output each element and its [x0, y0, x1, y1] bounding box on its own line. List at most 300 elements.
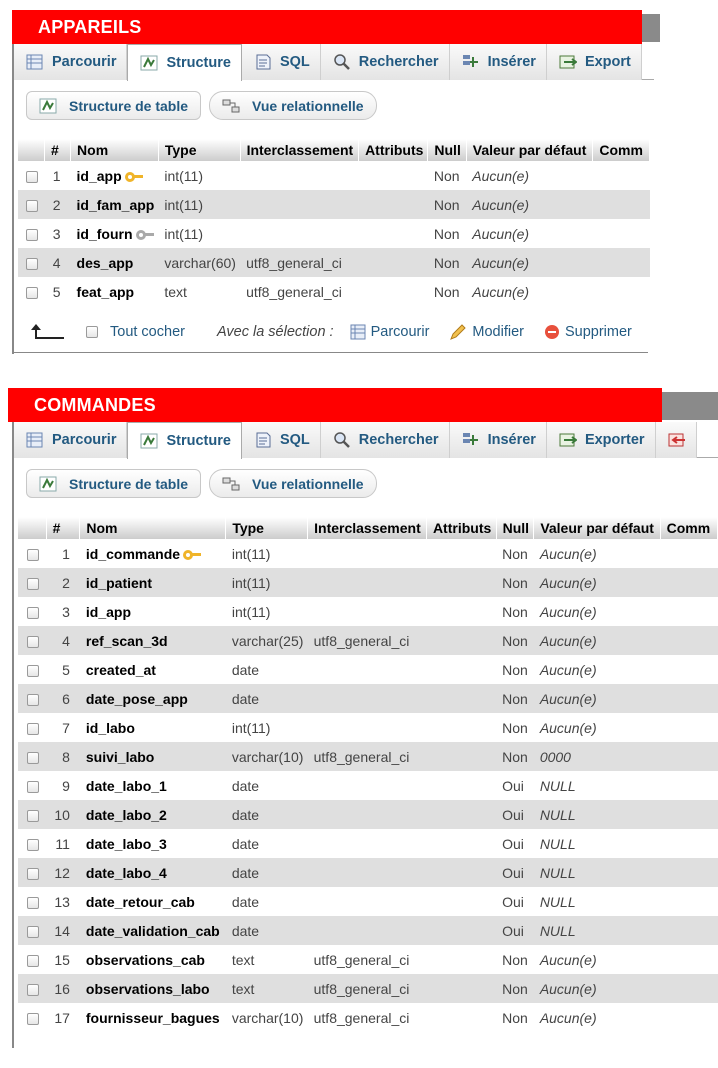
column-header: #: [44, 139, 70, 161]
column-attributes: [359, 277, 428, 306]
column-attributes: [426, 800, 496, 829]
column-type: text: [226, 974, 308, 1003]
insert-icon: [462, 432, 480, 448]
table-row[interactable]: [18, 190, 650, 219]
column-attributes: [359, 219, 428, 248]
column-name-cell: [80, 858, 226, 887]
table-row[interactable]: [18, 800, 718, 829]
column-collation: [240, 161, 358, 190]
column-comment: [660, 945, 717, 974]
column-name: date_labo_4: [85, 864, 167, 881]
table-row[interactable]: [18, 858, 718, 887]
column-name-cell: [80, 916, 226, 945]
row-checkbox[interactable]: [27, 578, 39, 590]
column-type: int(11): [158, 219, 240, 248]
row-checkbox[interactable]: [27, 955, 39, 967]
row-number: 3: [46, 597, 80, 626]
structure-de-table-button[interactable]: [26, 91, 201, 120]
column-comment: [660, 916, 717, 945]
column-default: Aucun(e): [534, 539, 660, 568]
structure-icon: [39, 98, 57, 114]
table-row[interactable]: [18, 277, 650, 306]
table-title-commandes: COMMANDES: [8, 388, 662, 422]
sub-tab-bar: [26, 469, 377, 498]
column-null: Non: [496, 655, 534, 684]
column-collation: [308, 829, 427, 858]
column-collation: [308, 655, 427, 684]
tab-more[interactable]: [656, 422, 697, 458]
column-default: Aucun(e): [466, 190, 593, 219]
panel-bottom-divider: [14, 352, 648, 353]
column-attributes: [359, 248, 428, 277]
sub-tab-bar: [26, 91, 377, 120]
row-number: 2: [46, 568, 80, 597]
column-type: int(11): [158, 161, 240, 190]
row-number: 10: [46, 800, 80, 829]
row-number: 6: [46, 684, 80, 713]
tab-label: SQL: [279, 432, 310, 448]
row-checkbox-cell[interactable]: [18, 713, 46, 742]
row-number: 2: [44, 190, 70, 219]
column-name: date_labo_2: [85, 806, 167, 823]
column-null: Oui: [496, 858, 534, 887]
row-checkbox[interactable]: [27, 549, 39, 561]
table-row[interactable]: [18, 887, 718, 916]
column-comment: [593, 161, 650, 190]
column-comment: [593, 219, 650, 248]
tab-rechercher[interactable]: [321, 44, 450, 80]
column-name-cell: [71, 161, 159, 190]
row-number: 5: [46, 655, 80, 684]
column-default: NULL: [534, 829, 660, 858]
sql-icon: [254, 54, 272, 70]
row-checkbox-cell[interactable]: [18, 887, 46, 916]
column-collation: [308, 539, 427, 568]
edit-selected-button[interactable]: [449, 324, 524, 340]
appareils-panel: [0, 0, 660, 360]
row-number: 17: [46, 1003, 80, 1032]
column-name-cell: [80, 800, 226, 829]
row-checkbox-cell[interactable]: [18, 190, 44, 219]
subtab-label: Vue relationnelle: [252, 97, 364, 114]
row-checkbox[interactable]: [27, 839, 39, 851]
arrow-up-icon: [30, 324, 64, 340]
column-header[interactable]: Type: [226, 517, 308, 539]
row-checkbox[interactable]: [26, 287, 38, 299]
row-checkbox[interactable]: [26, 258, 38, 270]
column-header[interactable]: Type: [158, 139, 240, 161]
column-default: Aucun(e): [466, 219, 593, 248]
search-icon: [333, 54, 351, 70]
column-null: Non: [496, 945, 534, 974]
row-checkbox-cell[interactable]: [18, 684, 46, 713]
column-null: Non: [496, 597, 534, 626]
tab-label: SQL: [279, 54, 310, 70]
export-icon: [559, 54, 577, 70]
tab-label: Structure: [166, 55, 231, 71]
column-name: id_fam_app: [76, 196, 155, 213]
tab-label: Rechercher: [358, 54, 439, 70]
column-collation: utf8_general_ci: [240, 277, 358, 306]
column-default: Aucun(e): [534, 974, 660, 1003]
column-name-cell: [80, 597, 226, 626]
insert-icon: [462, 54, 480, 70]
column-collation: utf8_general_ci: [240, 248, 358, 277]
tab-structure[interactable]: [127, 44, 241, 81]
column-default: Aucun(e): [534, 655, 660, 684]
table-row[interactable]: [18, 248, 650, 277]
column-header[interactable]: Comm: [660, 517, 717, 539]
column-header: #: [46, 517, 80, 539]
tab-label: Parcourir: [52, 54, 117, 70]
row-number: 8: [46, 742, 80, 771]
column-null: Oui: [496, 800, 534, 829]
column-collation: [308, 916, 427, 945]
column-comment: [660, 713, 717, 742]
browse-label: Parcourir: [370, 324, 430, 340]
column-name-cell: [80, 887, 226, 916]
column-name: id_fourn: [76, 225, 133, 242]
column-comment: [660, 539, 717, 568]
tab-sql[interactable]: [242, 44, 321, 80]
tab-label: Insérer: [487, 432, 536, 448]
browse-selected-button[interactable]: [350, 324, 430, 340]
row-number: 3: [44, 219, 70, 248]
column-type: int(11): [226, 713, 308, 742]
row-number: 14: [46, 916, 80, 945]
column-name-cell: [71, 248, 159, 277]
table-row[interactable]: [18, 829, 718, 858]
row-checkbox[interactable]: [27, 984, 39, 996]
table-row[interactable]: [18, 539, 718, 568]
column-comment: [593, 248, 650, 277]
row-checkbox-cell[interactable]: [18, 829, 46, 858]
column-header[interactable]: Interclassement: [308, 517, 427, 539]
column-attributes: [426, 945, 496, 974]
delete-label: Supprimer: [564, 324, 632, 340]
column-header[interactable]: Attributs: [359, 139, 428, 161]
browse-icon: [26, 54, 44, 70]
row-checkbox[interactable]: [26, 200, 38, 212]
row-checkbox-cell[interactable]: [18, 539, 46, 568]
column-name: suivi_labo: [85, 748, 155, 765]
table-row[interactable]: [18, 161, 650, 190]
row-checkbox[interactable]: [26, 171, 38, 183]
tab-exporter[interactable]: [547, 422, 656, 458]
column-null: Non: [428, 161, 466, 190]
tab-parcourir[interactable]: [14, 422, 127, 458]
table-row[interactable]: [18, 742, 718, 771]
row-number: 7: [46, 713, 80, 742]
column-attributes: [426, 916, 496, 945]
column-name-cell: [80, 626, 226, 655]
column-default: Aucun(e): [534, 1003, 660, 1032]
column-header[interactable]: Valeur par défaut: [466, 139, 593, 161]
tab-export[interactable]: [547, 44, 642, 80]
row-checkbox[interactable]: [27, 897, 39, 909]
tab-sql[interactable]: [242, 422, 321, 458]
tab-bar: [14, 44, 654, 80]
table-row[interactable]: [18, 597, 718, 626]
row-checkbox-cell[interactable]: [18, 1003, 46, 1032]
column-comment: [660, 829, 717, 858]
row-checkbox[interactable]: [27, 607, 39, 619]
structure-table: [18, 139, 650, 306]
column-null: Oui: [496, 887, 534, 916]
column-default: Aucun(e): [534, 597, 660, 626]
row-checkbox[interactable]: [26, 229, 38, 241]
column-null: Non: [428, 219, 466, 248]
column-type: int(11): [226, 597, 308, 626]
structure-table: [18, 517, 718, 1032]
bulk-actions-bar: [30, 318, 652, 346]
column-name-cell: [80, 713, 226, 742]
table-row[interactable]: [18, 655, 718, 684]
panel-border-left: [12, 422, 14, 1048]
column-name: date_pose_app: [85, 690, 188, 707]
structure-de-table-button[interactable]: [26, 469, 201, 498]
column-null: Non: [496, 713, 534, 742]
row-number: 4: [44, 248, 70, 277]
column-name: date_labo_3: [85, 835, 167, 852]
tab-label: Parcourir: [52, 432, 117, 448]
browse-icon: [350, 324, 366, 340]
edit-label: Modifier: [472, 324, 524, 340]
column-name: observations_labo: [85, 980, 210, 997]
column-default: Aucun(e): [534, 626, 660, 655]
table-row[interactable]: [18, 916, 718, 945]
delete-selected-button[interactable]: [544, 324, 632, 340]
vue-relationnelle-button[interactable]: [209, 91, 377, 120]
column-name: id_labo: [85, 719, 135, 736]
column-name: id_patient: [85, 574, 153, 591]
column-type: varchar(60): [158, 248, 240, 277]
tab-label: Structure: [166, 433, 231, 449]
table-row[interactable]: [18, 771, 718, 800]
column-null: Non: [496, 684, 534, 713]
check-all-link[interactable]: Tout cocher: [110, 324, 185, 340]
column-collation: [308, 771, 427, 800]
column-name: observations_cab: [85, 951, 205, 968]
column-type: date: [226, 771, 308, 800]
tab-label: Rechercher: [358, 432, 439, 448]
column-collation: utf8_general_ci: [308, 974, 427, 1003]
column-null: Non: [496, 626, 534, 655]
column-type: date: [226, 829, 308, 858]
column-default: NULL: [534, 800, 660, 829]
row-number: 1: [46, 539, 80, 568]
column-default: Aucun(e): [534, 568, 660, 597]
row-checkbox[interactable]: [27, 723, 39, 735]
table-row[interactable]: [18, 713, 718, 742]
column-collation: [308, 684, 427, 713]
row-checkbox-cell[interactable]: [18, 945, 46, 974]
column-header[interactable]: Null: [428, 139, 466, 161]
column-header[interactable]: Valeur par défaut: [534, 517, 660, 539]
primary-key-icon: [183, 549, 201, 561]
row-checkbox-cell[interactable]: [18, 626, 46, 655]
row-checkbox[interactable]: [27, 926, 39, 938]
column-type: int(11): [226, 568, 308, 597]
column-attributes: [426, 539, 496, 568]
row-checkbox-cell[interactable]: [18, 771, 46, 800]
column-null: Non: [428, 277, 466, 306]
column-null: Non: [496, 568, 534, 597]
column-collation: [308, 887, 427, 916]
column-null: Non: [496, 742, 534, 771]
column-default: NULL: [534, 916, 660, 945]
column-null: Non: [496, 539, 534, 568]
tab-inserer[interactable]: [450, 422, 547, 458]
column-attributes: [426, 626, 496, 655]
tab-rechercher[interactable]: [321, 422, 450, 458]
column-comment: [660, 771, 717, 800]
table-row[interactable]: [18, 1003, 718, 1032]
row-checkbox-cell[interactable]: [18, 742, 46, 771]
column-header[interactable]: Null: [496, 517, 534, 539]
panel-border-left: [12, 44, 14, 354]
column-collation: [240, 219, 358, 248]
column-name: des_app: [76, 254, 134, 271]
column-collation: [308, 858, 427, 887]
table-row[interactable]: [18, 626, 718, 655]
with-selected-label: Avec la sélection :: [216, 324, 334, 340]
row-checkbox-cell[interactable]: [18, 277, 44, 306]
tab-inserer[interactable]: [450, 44, 547, 80]
subtab-label: Structure de table: [69, 475, 189, 492]
column-header[interactable]: Nom: [71, 139, 159, 161]
column-type: text: [226, 945, 308, 974]
column-header[interactable]: Comm: [593, 139, 650, 161]
row-checkbox-cell[interactable]: [18, 597, 46, 626]
row-number: 15: [46, 945, 80, 974]
tab-structure[interactable]: [127, 422, 241, 459]
column-header[interactable]: Interclassement: [240, 139, 358, 161]
column-name-cell: [80, 684, 226, 713]
table-row[interactable]: [18, 568, 718, 597]
column-name: date_validation_cab: [85, 922, 220, 939]
index-key-icon: [136, 229, 154, 241]
column-attributes: [426, 742, 496, 771]
relation-icon: [222, 98, 240, 114]
row-number: 11: [46, 829, 80, 858]
row-checkbox[interactable]: [27, 810, 39, 822]
row-checkbox[interactable]: [27, 694, 39, 706]
row-checkbox-cell[interactable]: [18, 974, 46, 1003]
check-all-checkbox[interactable]: [86, 326, 98, 338]
column-name: feat_app: [76, 283, 135, 300]
tab-label: Insérer: [487, 54, 536, 70]
row-checkbox-cell[interactable]: [18, 248, 44, 277]
column-collation: utf8_general_ci: [308, 1003, 427, 1032]
tab-label: Exporter: [584, 432, 645, 448]
column-comment: [660, 974, 717, 1003]
row-checkbox[interactable]: [27, 665, 39, 677]
column-name-cell: [80, 945, 226, 974]
row-checkbox-cell[interactable]: [18, 219, 44, 248]
column-null: Non: [428, 190, 466, 219]
row-number: 13: [46, 887, 80, 916]
column-comment: [660, 887, 717, 916]
column-name-cell: [80, 742, 226, 771]
tab-parcourir[interactable]: [14, 44, 127, 80]
row-checkbox[interactable]: [27, 781, 39, 793]
row-checkbox-cell[interactable]: [18, 800, 46, 829]
column-comment: [660, 742, 717, 771]
tab-label: Export: [584, 54, 631, 70]
column-name: id_app: [76, 167, 122, 184]
column-name-cell: [71, 190, 159, 219]
scroll-shadow: [642, 14, 660, 42]
column-collation: [308, 713, 427, 742]
column-type: date: [226, 800, 308, 829]
column-header[interactable]: Attributs: [426, 517, 496, 539]
subtab-label: Structure de table: [69, 97, 189, 114]
browse-icon: [26, 432, 44, 448]
column-default: NULL: [534, 771, 660, 800]
column-comment: [660, 655, 717, 684]
row-number: 9: [46, 771, 80, 800]
column-type: date: [226, 916, 308, 945]
column-attributes: [426, 829, 496, 858]
column-type: date: [226, 684, 308, 713]
column-comment: [660, 800, 717, 829]
pencil-icon: [449, 324, 467, 340]
column-name-cell: [80, 771, 226, 800]
row-checkbox-cell[interactable]: [18, 655, 46, 684]
row-checkbox-cell[interactable]: [18, 161, 44, 190]
column-attributes: [426, 684, 496, 713]
column-null: Non: [496, 974, 534, 1003]
table-row[interactable]: [18, 684, 718, 713]
row-checkbox-cell[interactable]: [18, 916, 46, 945]
structure-icon: [140, 433, 158, 449]
row-checkbox-cell[interactable]: [18, 858, 46, 887]
column-null: Oui: [496, 916, 534, 945]
tab-bar: [14, 422, 718, 458]
column-default: 0000: [534, 742, 660, 771]
column-type: text: [158, 277, 240, 306]
column-name: date_labo_1: [85, 777, 167, 794]
import-icon: [668, 432, 686, 448]
column-default: Aucun(e): [466, 248, 593, 277]
row-number: 4: [46, 626, 80, 655]
table-row[interactable]: [18, 219, 650, 248]
column-collation: [240, 190, 358, 219]
row-checkbox[interactable]: [27, 752, 39, 764]
column-collation: utf8_general_ci: [308, 945, 427, 974]
structure-icon: [39, 476, 57, 492]
table-row[interactable]: [18, 945, 718, 974]
column-collation: [308, 800, 427, 829]
column-default: Aucun(e): [466, 277, 593, 306]
table-row[interactable]: [18, 974, 718, 1003]
column-attributes: [426, 597, 496, 626]
column-header[interactable]: Nom: [80, 517, 226, 539]
column-null: Non: [496, 1003, 534, 1032]
row-checkbox-cell[interactable]: [18, 568, 46, 597]
scroll-shadow: [662, 392, 718, 420]
vue-relationnelle-button[interactable]: [209, 469, 377, 498]
row-checkbox[interactable]: [27, 868, 39, 880]
column-type: date: [226, 858, 308, 887]
column-attributes: [426, 858, 496, 887]
row-checkbox[interactable]: [27, 1013, 39, 1025]
column-comment: [660, 626, 717, 655]
column-name: date_retour_cab: [85, 893, 195, 910]
checkbox-header: [18, 139, 44, 161]
row-checkbox[interactable]: [27, 636, 39, 648]
